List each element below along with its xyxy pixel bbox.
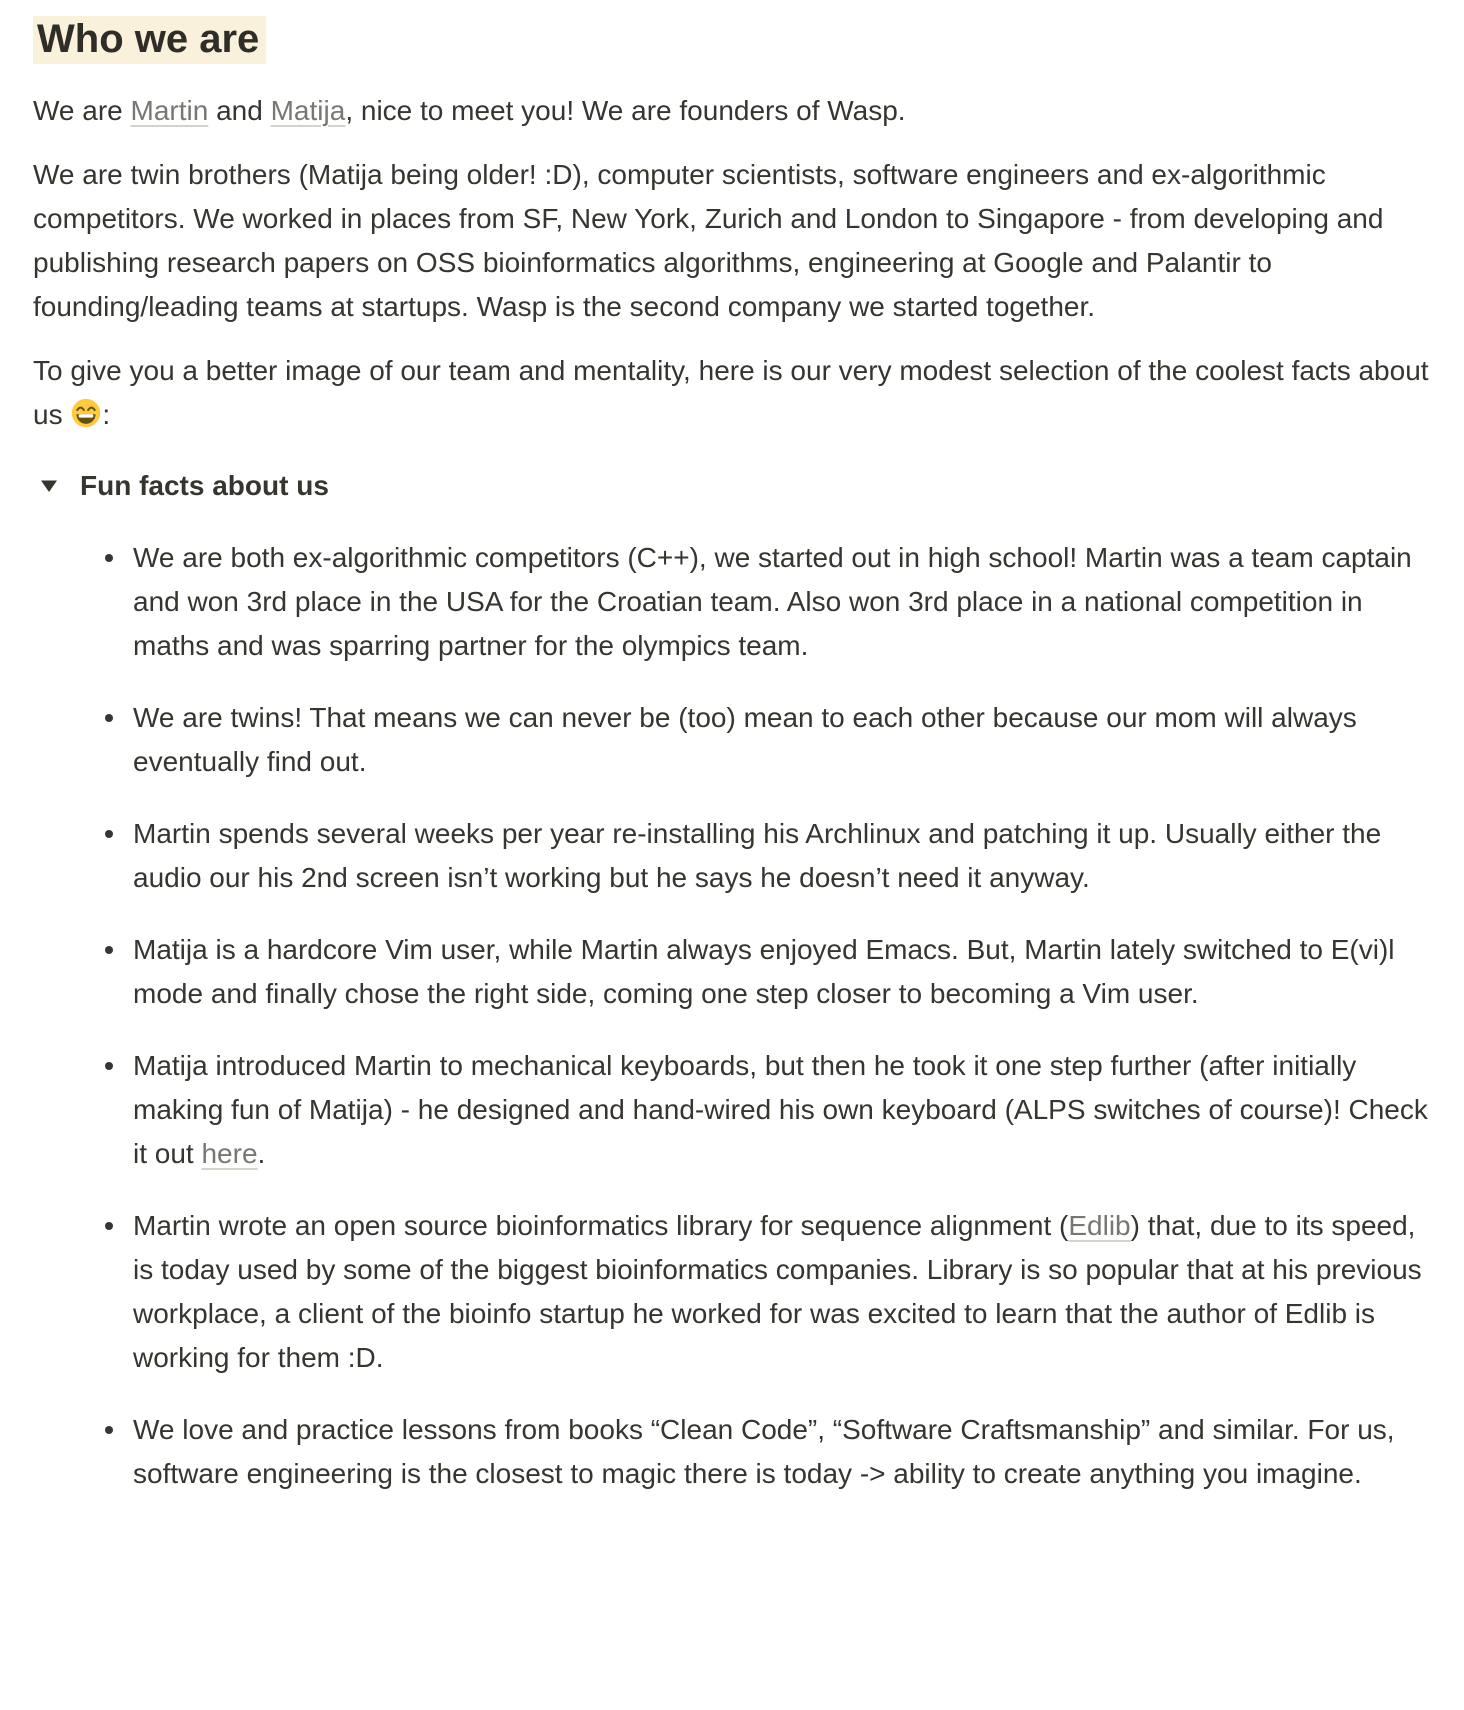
triangle-down-icon — [40, 479, 58, 493]
list-item-text: We are both ex-algorithmic competitors (C++), we started out in high school! Martin was a team captain and won 3rd place in the USA for the Croatian team. Also won 3rd place in a national competition in maths and was sparring partner for the olympics team. — [133, 542, 1412, 661]
list-item-text-segment: Matija introduced Martin to mechanical keyboards, but then he took it one step further (after initially making fun of Matija) - he designed and hand-wired his own keyboard (ALPS switches of course)! Check it out — [133, 1050, 1428, 1169]
intro-text: , nice to meet you! We are founders of Wasp. — [345, 95, 906, 126]
edlib-link[interactable]: Edlib — [1068, 1210, 1131, 1241]
bullet-marker — [105, 1426, 113, 1434]
page-title — [33, 12, 1431, 66]
bio-paragraph: We are twin brothers (Matija being older! :D), computer scientists, software engineers and ex-algorithmic competitors. We worked in places from SF, New York, Zurich and London to Singapore - from developing and publishing research papers on OSS bioinformatics algorithms, engineering at Google and Palantir to founding/leading teams at startups. Wasp is the second company we started together. — [33, 159, 1384, 322]
toggle-collapse-button[interactable] — [40, 464, 64, 508]
martin-link[interactable]: Martin — [130, 95, 209, 126]
bullet-marker — [105, 1062, 113, 1070]
grinning-face-emoji — [71, 398, 101, 428]
list-item-text-segment: . — [257, 1138, 266, 1169]
list-item-text — [133, 1204, 1431, 1380]
list-item-text-segment: Martin wrote an open source bioinformatics library for sequence alignment ( — [133, 1210, 1069, 1241]
list-item — [105, 696, 1431, 784]
list-item — [105, 1044, 1431, 1176]
list-item-text: Martin spends several weeks per year re-installing his Archlinux and patching it up. Usually either the audio our his 2nd screen isn’t working but he says he doesn’t need it anyway. — [133, 818, 1382, 893]
bullet-marker — [105, 714, 113, 722]
list-item-text: We love and practice lessons from books “Clean Code”, “Software Craftsmanship” and similar. For us, software engineering is the closest to magic there is today -> ability to create anything you imagine. — [133, 1414, 1395, 1489]
list-item — [105, 928, 1431, 1016]
toggle-header — [33, 464, 1431, 508]
intro-paragraph — [33, 89, 1431, 133]
list-item — [105, 812, 1431, 900]
intro-text: We are — [33, 95, 131, 126]
intro-text: and — [208, 95, 271, 126]
bullet-marker — [105, 830, 113, 838]
matija-link[interactable]: Matija — [270, 95, 346, 126]
bullet-marker — [105, 946, 113, 954]
list-item — [105, 536, 1431, 668]
list-item — [105, 1204, 1431, 1380]
facts-intro-paragraph — [33, 349, 1431, 437]
facts-intro-text: : — [102, 399, 111, 430]
list-item-text-segment: ) that, due to its speed, is today used by some of the biggest bioinformatics companies. Library is so popular that at his previous workplace, a client of the bioinfo startup he worked for was excited to learn that the author of Edlib is working for them :D. — [133, 1210, 1422, 1373]
facts-intro-text: To give you a better image of our team and mentality, here is our very modest selection of the coolest facts about us — [33, 355, 1429, 430]
fun-facts-list — [33, 536, 1431, 1496]
list-item-text: We are twins! That means we can never be (too) mean to each other because our mom will always eventually find out. — [133, 702, 1357, 777]
keyboard-here-link[interactable]: here — [201, 1138, 258, 1169]
toggle-label: Fun facts about us — [80, 470, 329, 501]
bullet-marker — [105, 554, 113, 562]
fun-facts-toggle-block — [33, 464, 1431, 1496]
list-item-text — [133, 1044, 1431, 1176]
list-item — [105, 1408, 1431, 1496]
list-item-text: Matija is a hardcore Vim user, while Martin always enjoyed Emacs. But, Martin lately switched to E(vi)l mode and finally chose the right side, coming one step closer to becoming a Vim user. — [133, 934, 1395, 1009]
page-title-highlight: Who we are — [33, 16, 266, 64]
bullet-marker — [105, 1222, 113, 1230]
